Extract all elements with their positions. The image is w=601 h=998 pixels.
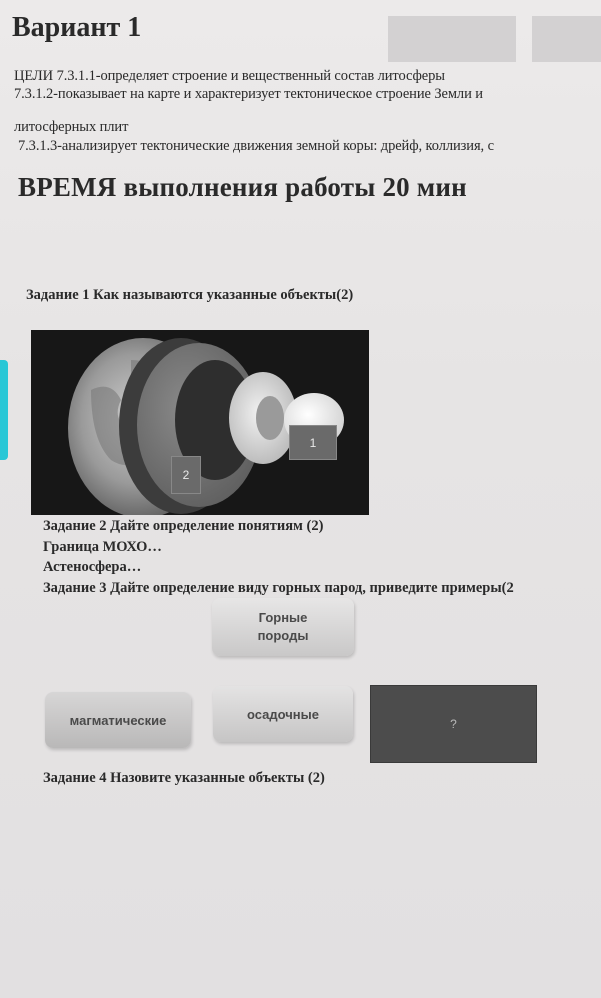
label-box-2: 2	[171, 456, 201, 494]
rocks-root-box	[212, 598, 354, 656]
earth-outer-core-hole	[256, 396, 284, 440]
task-4-title: Задание 4 Назовите указанные объекты (2)	[43, 770, 325, 786]
goal-line-4: 7.3.1.3-анализирует тектонические движения земной коры: дрейф, коллизия, с	[18, 138, 494, 154]
magmatic-label: магматические	[69, 712, 167, 728]
rocks-root-label: Горные породы	[257, 610, 309, 643]
sedimentary-label: осадочные	[247, 706, 319, 722]
unknown-rocks-box	[370, 685, 537, 763]
task-2-title: Задание 2 Дайте определение понятиям (2)	[43, 518, 324, 534]
label-box-1: 1	[289, 425, 337, 460]
task-1-title: Задание 1 Как называются указанные объекты(2)	[26, 287, 354, 303]
goal-line-3: литосферных плит	[14, 119, 129, 135]
goal-line-2: 7.3.1.2-показывает на карте и характеризует тектоническое строение Земли и	[14, 86, 483, 102]
cyan-tab-edge	[0, 360, 8, 460]
bleed-through-block	[388, 16, 516, 62]
variant-title: Вариант 1	[12, 12, 142, 43]
unknown-label: ?	[450, 717, 457, 731]
earth-layers-image	[31, 330, 369, 515]
sedimentary-rocks-box	[213, 686, 353, 742]
task-3-title: Задание 3 Дайте определение виду горных парод, приведите примеры(2	[43, 580, 514, 596]
time-title: ВРЕМЯ выполнения работы 20 мин	[18, 172, 467, 202]
goal-line-1: ЦЕЛИ 7.3.1.1-определяет строение и вещественный состав литосферы	[14, 68, 445, 84]
magmatic-rocks-box	[45, 692, 191, 748]
term-asthenosphere: Астеносфера…	[43, 559, 142, 575]
term-moho: Граница МОХО…	[43, 539, 162, 555]
bleed-through-block	[532, 16, 601, 62]
